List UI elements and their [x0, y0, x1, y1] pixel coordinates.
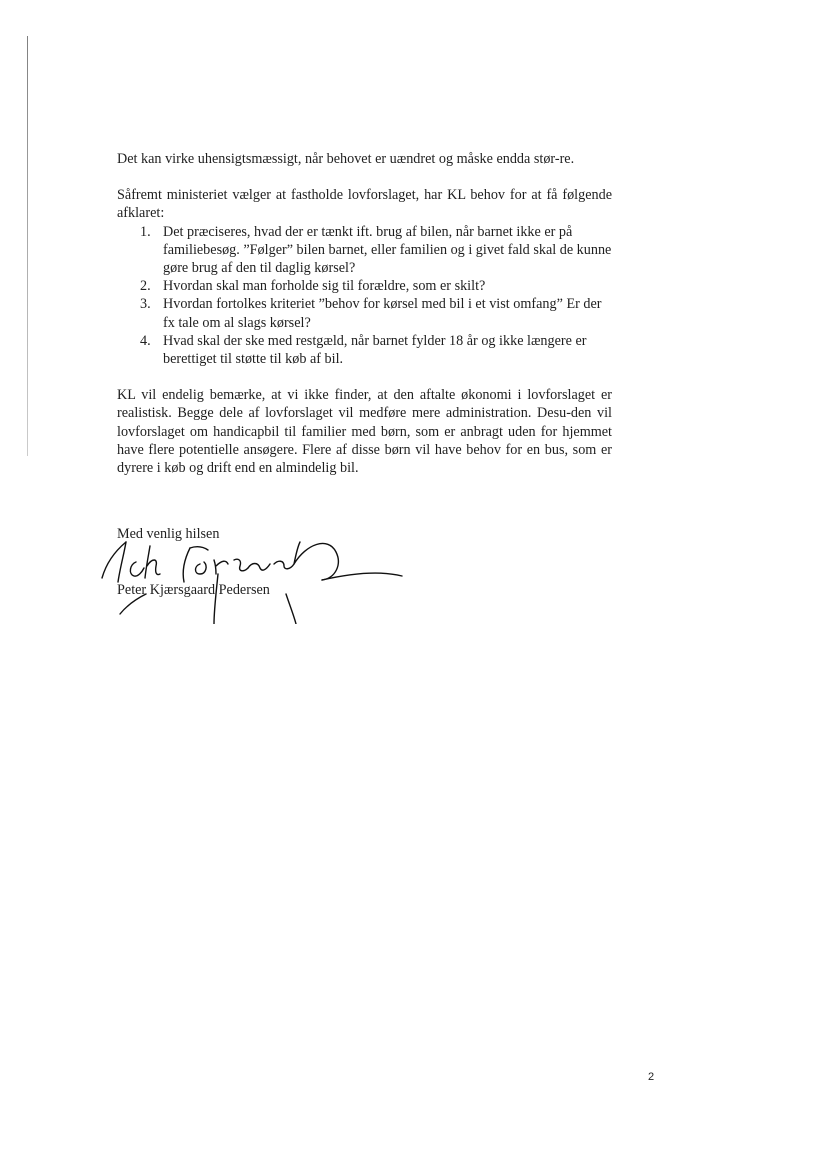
list-item-number: 3. [140, 296, 151, 313]
clarification-list [117, 223, 612, 369]
salutation: Med venlig hilsen [117, 526, 220, 542]
list-item-text: Hvad skal der ske med restgæld, når barnet fylder 18 år og ikke længere er berettiget til støtte til køb af bil. [163, 332, 587, 368]
handwritten-signature [98, 534, 408, 624]
list-item-number: 1. [140, 223, 151, 240]
signer-name: Peter Kjærsgaard Pedersen [117, 582, 270, 598]
list-item-text: Det præciseres, hvad der er tænkt ift. brug af bilen, når barnet ikke er på familiebesøg. ”Følger” bilen barnet, eller familien og i givet fald skal de kunne gøre brug af den til daglig kørsel? [163, 223, 612, 277]
list-item-number: 4. [140, 332, 151, 349]
list-item [117, 295, 612, 331]
list-item [117, 223, 612, 278]
letter-body [117, 150, 612, 495]
list-item [117, 332, 612, 368]
scan-edge-line [27, 36, 28, 456]
paragraph-intro: Det kan virke uhensigtsmæssigt, når behovet er uændret og måske endda stør-re. [117, 151, 575, 167]
list-item-text: Hvordan skal man forholde sig til forældre, som er skilt? [163, 278, 486, 295]
paragraph-closing: KL vil endelig bemærke, at vi ikke finder, at den aftalte økonomi i lovforslaget er realistisk. Begge dele af lovforslaget vil medføre mere administration. Desu-den vil lovforslaget om handicapbil til familier med børn, som er anbragt uden for hjemmet have flere potentielle ansøgere. Flere af disse børn vil have behov for en bus, som er dyrere i køb og drift end en almindelig bil. [117, 387, 612, 477]
list-item-number: 2. [140, 278, 151, 295]
page-number: 2 [648, 1071, 655, 1083]
paragraph-requirements: Såfremt ministeriet vælger at fastholde lovforslaget, har KL behov for at få følgende afklaret: [117, 187, 612, 222]
list-item [117, 277, 612, 295]
list-item-text: Hvordan fortolkes kriteriet ”behov for kørsel med bil i et vist omfang” Er der fx tale om al slags kørsel? [163, 296, 602, 331]
